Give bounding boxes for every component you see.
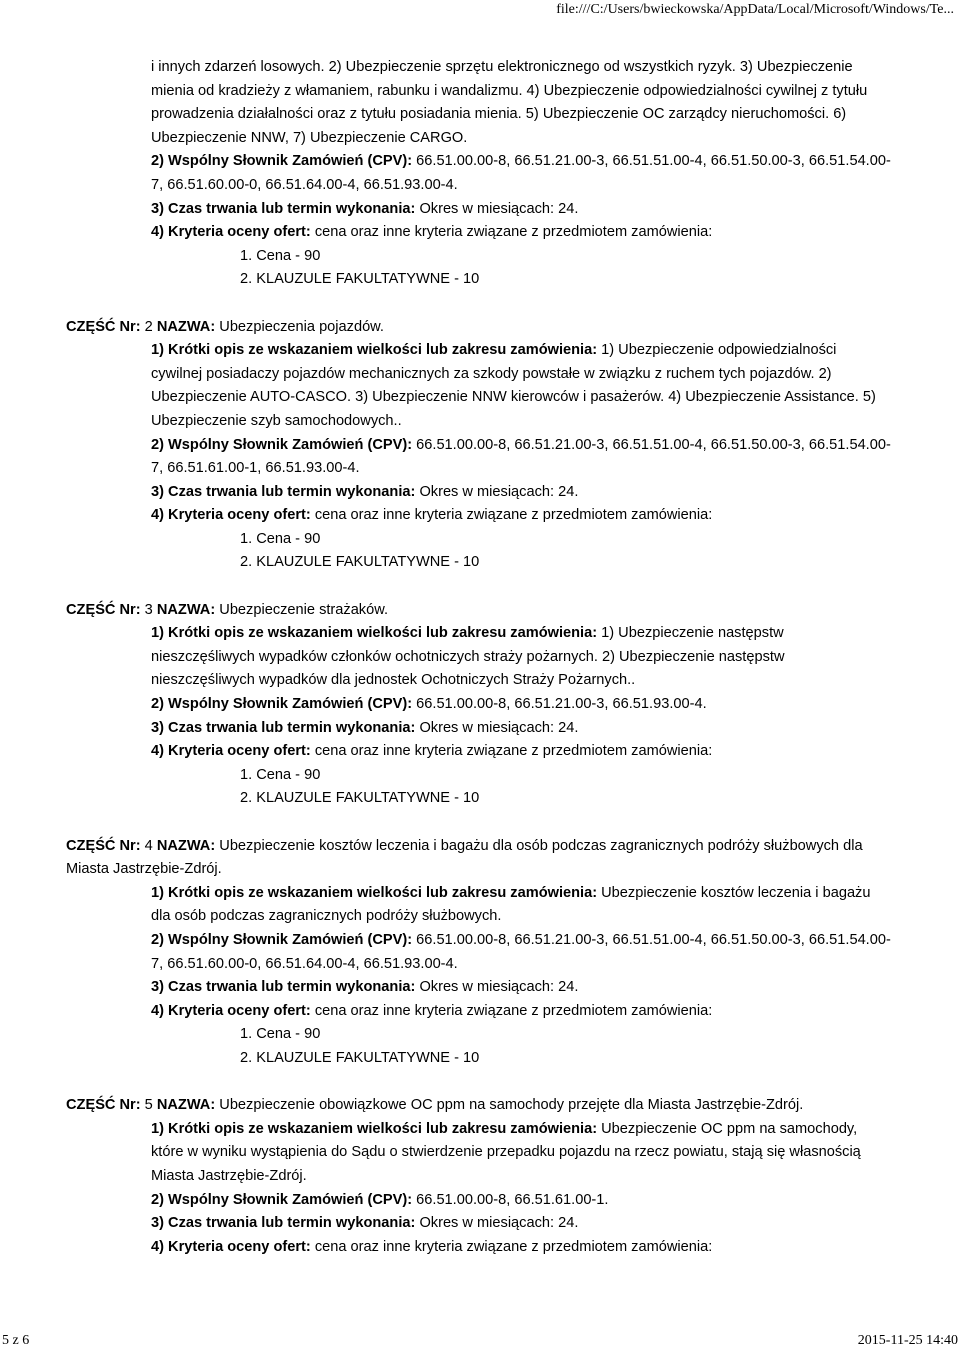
duration-line	[151, 976, 891, 1000]
part-details	[151, 1118, 891, 1260]
criteria-line	[151, 221, 891, 245]
description-label: 1) Krótki opis ze wskazaniem wielkości lub zakresu zamówienia:	[151, 625, 598, 642]
part-number: 2	[144, 318, 153, 335]
duration-value: Okres w miesiącach: 24.	[419, 719, 579, 736]
cpv-codes: 66.51.00.00-8, 66.51.21.00-3, 66.51.51.00-4, 66.51.50.00-3, 66.51.54.00-7, 66.51.60.00-0, 66.51.64.00-4, 66.51.93.00-4.	[151, 153, 891, 193]
cpv-label: 2) Wspólny Słownik Zamówień (CPV):	[151, 931, 413, 948]
duration-label: 3) Czas trwania lub termin wykonania:	[151, 483, 416, 500]
browser-footer	[0, 1333, 960, 1351]
part-heading	[66, 1094, 896, 1118]
part-number: 5	[144, 1097, 153, 1114]
description-label: 1) Krótki opis ze wskazaniem wielkości lub zakresu zamówienia:	[151, 342, 598, 359]
cpv-line	[151, 693, 891, 717]
criteria-line	[151, 504, 891, 528]
part-label: CZĘŚĆ Nr:	[66, 318, 141, 335]
part-name: Ubezpieczenie obowiązkowe OC ppm na samochody przejęte dla Miasta Jastrzębie-Zdrój.	[219, 1097, 804, 1114]
cpv-line	[151, 929, 891, 976]
name-label: NAZWA:	[156, 1097, 216, 1114]
description-text: Ubezpieczenie OC ppm na samochody, które w wyniku wystąpienia do Sądu o stwierdzenie przepadku pojazdu na rzecz powiatu, stają się własnością Miasta Jastrzębie-Zdrój.	[151, 1120, 861, 1184]
criterion-item: 2. KLAUZULE FAKULTATYWNE - 10	[240, 790, 480, 807]
description-label: 1) Krótki opis ze wskazaniem wielkości lub zakresu zamówienia:	[151, 884, 598, 901]
duration-label: 3) Czas trwania lub termin wykonania:	[151, 719, 416, 736]
criterion-item: 2. KLAUZULE FAKULTATYWNE - 10	[240, 1049, 480, 1066]
cpv-label: 2) Wspólny Słownik Zamówień (CPV):	[151, 153, 413, 170]
print-datetime: 2015-11-25 14:40	[857, 1333, 958, 1348]
criteria-label: 4) Kryteria oceny ofert:	[151, 507, 311, 524]
duration-line	[151, 1212, 891, 1236]
criterion-item: 2. KLAUZULE FAKULTATYWNE - 10	[240, 554, 480, 571]
name-label: NAZWA:	[156, 318, 216, 335]
cpv-line	[151, 150, 891, 197]
criteria-value: cena oraz inne kryteria związane z przedmiotem zamówienia:	[314, 743, 713, 760]
description-line	[151, 882, 891, 929]
name-label: NAZWA:	[156, 837, 216, 854]
criterion-item: 1. Cena - 90	[240, 766, 321, 783]
part-name: Ubezpieczenie kosztów leczenia i bagażu dla osób podczas zagranicznych podróży służbowych dla Miasta Jastrzębie-Zdrój.	[66, 837, 863, 878]
duration-label: 3) Czas trwania lub termin wykonania:	[151, 200, 416, 217]
cpv-codes: 66.51.00.00-8, 66.51.21.00-3, 66.51.51.00-4, 66.51.50.00-3, 66.51.54.00-7, 66.51.60.00-0, 66.51.64.00-4, 66.51.93.00-4.	[151, 931, 891, 972]
part-heading	[66, 835, 896, 882]
description-line	[151, 622, 891, 693]
description-line	[151, 1118, 891, 1189]
duration-label: 3) Czas trwania lub termin wykonania:	[151, 1215, 416, 1232]
criteria-value: cena oraz inne kryteria związane z przedmiotem zamówienia:	[314, 507, 713, 524]
part-label: CZĘŚĆ Nr:	[66, 1097, 141, 1114]
part-details	[151, 339, 891, 528]
description-text: 1) Ubezpieczenie następstw nieszczęśliwych wypadków członków ochotniczych straży pożarnych. 2) Ubezpieczenie następstw nieszczęśliwych wypadków dla jednostek Ochotniczych Straży Pożarnych..	[151, 625, 785, 689]
part-heading	[66, 599, 896, 623]
part-label: CZĘŚĆ Nr:	[66, 837, 141, 854]
part-number: 4	[144, 837, 153, 854]
description-text: i innych zdarzeń losowych. 2) Ubezpieczenie sprzętu elektronicznego od wszystkich ryzyk. 3) Ubezpieczenie mienia od kradzieży z włamaniem, rabunku i wandalizmu. 4) Ubezpieczenie odpowiedzialności cywilnej z tytułu prowadzenia działalności oraz z tytułu posiadania mienia. 5) Ubezpieczenie OC zarządcy nieruchomości. 6) Ubezpieczenie NNW, 7) Ubezpieczenie CARGO.	[151, 59, 868, 146]
duration-line	[151, 481, 891, 505]
part-name: Ubezpieczenia pojazdów.	[219, 318, 384, 335]
duration-value: Okres w miesiącach: 24.	[419, 483, 579, 500]
page-counter: 5 z 6	[2, 1333, 30, 1348]
criteria-label: 4) Kryteria oceny ofert:	[151, 1238, 311, 1255]
criterion-item: 2. KLAUZULE FAKULTATYWNE - 10	[240, 271, 480, 288]
part-continuation	[151, 56, 891, 245]
criteria-label: 4) Kryteria oceny ofert:	[151, 743, 311, 760]
criterion-item: 1. Cena - 90	[240, 530, 321, 547]
duration-line	[151, 717, 891, 741]
cpv-label: 2) Wspólny Słownik Zamówień (CPV):	[151, 1191, 413, 1208]
browser-header-url: file:///C:/Users/bwieckowska/AppData/Local/Microsoft/Windows/Te...	[556, 2, 954, 17]
criterion-item: 1. Cena - 90	[240, 1026, 321, 1043]
part-number: 3	[144, 601, 153, 618]
description-line	[151, 339, 891, 433]
document-content	[0, 56, 960, 1259]
duration-value: Okres w miesiącach: 24.	[419, 200, 579, 217]
name-label: NAZWA:	[156, 601, 216, 618]
cpv-line	[151, 1189, 891, 1213]
duration-label: 3) Czas trwania lub termin wykonania:	[151, 979, 416, 996]
part-label: CZĘŚĆ Nr:	[66, 601, 141, 618]
criteria-line	[151, 1236, 891, 1260]
duration-line	[151, 198, 891, 222]
part-name: Ubezpieczenie strażaków.	[219, 601, 389, 618]
criteria-value: cena oraz inne kryteria związane z przedmiotem zamówienia:	[314, 224, 713, 241]
description-label: 1) Krótki opis ze wskazaniem wielkości lub zakresu zamówienia:	[151, 1120, 598, 1137]
description-text: 1) Ubezpieczenie odpowiedzialności cywilnej posiadaczy pojazdów mechanicznych za szkody powstałe w związku z ruchem tych pojazdów. 2) Ubezpieczenie AUTO-CASCO. 3) Ubezpieczenie NNW kierowców i pasażerów. 4) Ubezpieczenie Assistance. 5) Ubezpieczenie szyb samochodowych..	[151, 342, 876, 429]
criteria-value: cena oraz inne kryteria związane z przedmiotem zamówienia:	[314, 1002, 713, 1019]
part-details	[151, 622, 891, 764]
criterion-item: 1. Cena - 90	[240, 247, 321, 264]
duration-value: Okres w miesiącach: 24.	[419, 979, 579, 996]
part-details	[151, 882, 891, 1024]
cpv-line	[151, 434, 891, 481]
criteria-label: 4) Kryteria oceny ofert:	[151, 224, 311, 241]
cpv-codes: 66.51.00.00-8, 66.51.61.00-1.	[416, 1191, 609, 1208]
criteria-value: cena oraz inne kryteria związane z przedmiotem zamówienia:	[314, 1238, 713, 1255]
cpv-label: 2) Wspólny Słownik Zamówień (CPV):	[151, 436, 413, 453]
criteria-line	[151, 740, 891, 764]
cpv-label: 2) Wspólny Słownik Zamówień (CPV):	[151, 696, 413, 713]
part-heading	[66, 316, 896, 340]
duration-value: Okres w miesiącach: 24.	[419, 1215, 579, 1232]
description-text: Ubezpieczenie kosztów leczenia i bagażu dla osób podczas zagranicznych podróży służbowych.	[151, 884, 871, 925]
criteria-line	[151, 1000, 891, 1024]
cpv-codes: 66.51.00.00-8, 66.51.21.00-3, 66.51.93.00-4.	[416, 696, 707, 713]
criteria-label: 4) Kryteria oceny ofert:	[151, 1002, 311, 1019]
cpv-codes: 66.51.00.00-8, 66.51.21.00-3, 66.51.51.00-4, 66.51.50.00-3, 66.51.54.00-7, 66.51.61.00-1, 66.51.93.00-4.	[151, 436, 891, 477]
